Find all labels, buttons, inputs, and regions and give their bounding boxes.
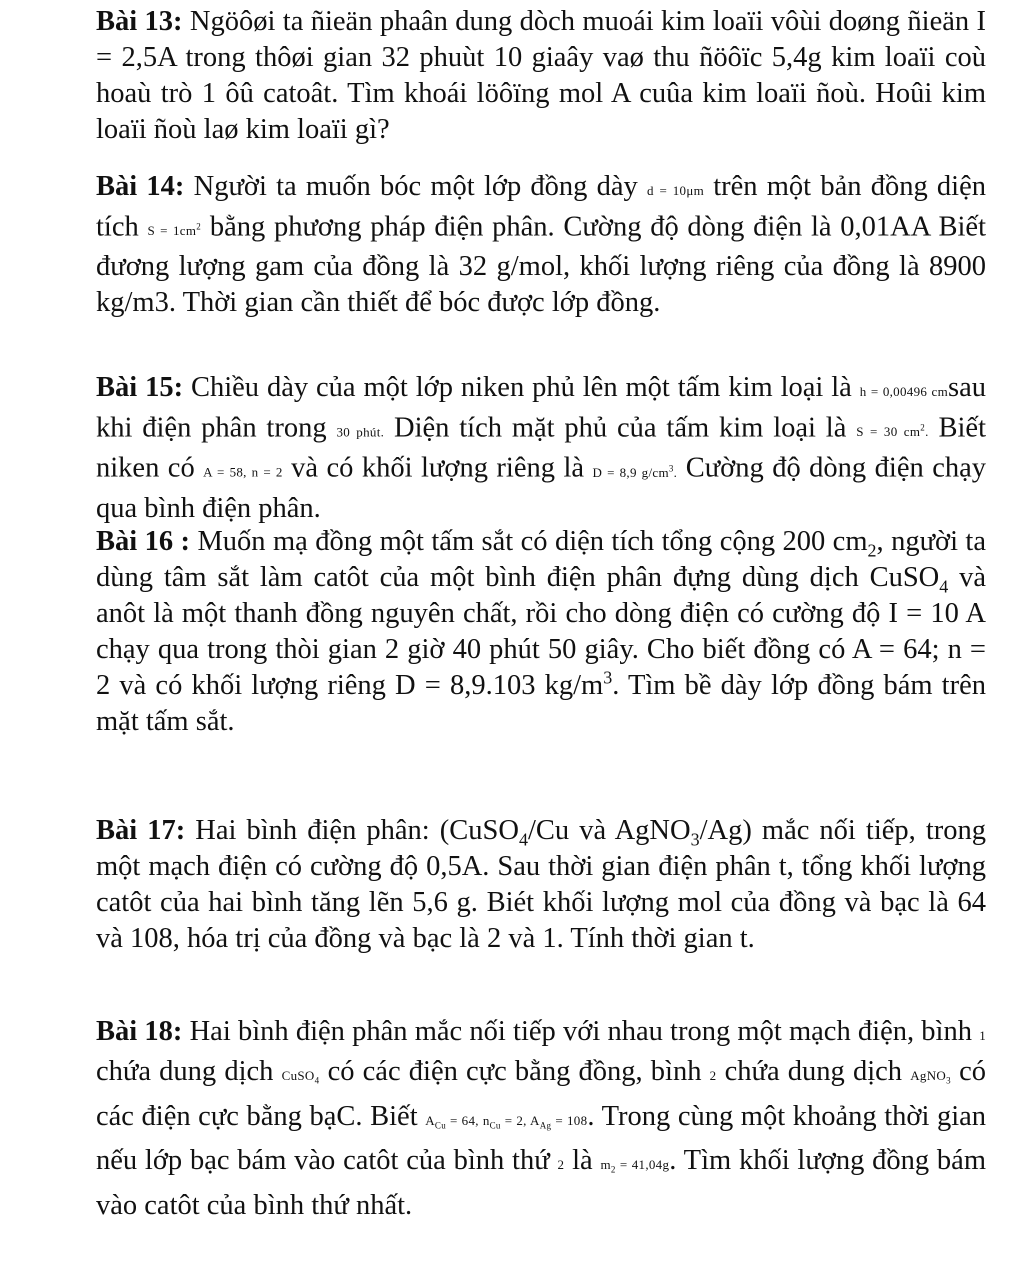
vessel-number-2: 2: [557, 1157, 565, 1173]
problem-18-text-8: . Tìm khối lượng đồng bám vào catôt của bình thứ nhất.: [96, 1145, 986, 1221]
problem-17-label: Bài 17:: [96, 815, 186, 846]
problem-15-text-4: Biết niken có: [96, 412, 986, 484]
problem-15-text-6: Cường độ dòng điện chạy qua bình điện phân.: [96, 452, 986, 524]
problem-16-text-1: Muốn mạ đồng một tấm sắt có diện tích tổng cộng 200 cm: [190, 526, 868, 557]
superscript: 3: [603, 667, 613, 688]
problem-14-text-1: Người ta muốn bóc một lớp đồng dày: [184, 171, 647, 202]
problem-17-text-1: Hai bình điện phân: (CuSO: [185, 815, 519, 846]
formula-density: D = 8,9 $g/cm^3$.: [592, 463, 678, 480]
subscript: 3: [690, 829, 700, 850]
problem-17-text-2: /Cu và AgNO: [527, 815, 691, 846]
problem-16-text-4: . Tìm bề dày lớp đồng bám trên mặt tấm sắt.: [96, 670, 986, 737]
problem-18-text-2: chứa dung dịch: [96, 1056, 282, 1087]
problem-13: [96, 4, 986, 148]
formula-constants: $A_{Cu} = 64$, $n_{Cu} = 2$, $A_{Ag} = 108$: [425, 1112, 588, 1131]
problem-18-text-6: . Trong cùng một khoảng thời gian nếu lớp bạc bám vào catôt của bình thứ: [96, 1100, 987, 1177]
problem-13-label: Bài 13:: [96, 6, 183, 37]
problem-16-text-2: , người ta dùng tâm sắt làm catôt của một bình điện phân đựng dùng dịch CuSO: [96, 526, 986, 593]
subscript: 2: [867, 540, 877, 561]
formula-height: h = 0,00496 cm: [859, 384, 948, 399]
vessel-number-1: 1: [979, 1028, 987, 1043]
problem-18-text-3: có các điện cực bằng đồng, bình: [319, 1056, 710, 1087]
problem-18-text-1: Hai bình điện phân mắc nối tiếp với nhau trong một mạch điện, bình: [182, 1016, 980, 1047]
problem-18-text-4: chứa dung dịch: [716, 1056, 911, 1087]
problem-17: [96, 813, 986, 957]
formula-atomic: A = 58, n = 2: [203, 464, 283, 480]
problem-14: [96, 169, 986, 321]
formula-time: 30 phút.: [336, 424, 385, 440]
formula-thickness: d = 10μm: [647, 183, 705, 198]
problem-15-label: Bài 15:: [96, 372, 184, 403]
problem-13-text: Ngöôøi ta ñieän phaân dung dòch muoái kim loaïi vôùi doøng ñieän I = 2,5A trong thôøi gian 32 phuùt 10 giaây vaø thu ñöôïc 5,4g kim loaïi coù hoaù trò 1 ôû catoât. Tìm khoái löôïng mol A cuûa kim loaïi ñoù. Hoûi kim loaïi ñoù laø kim loaïi gì?: [96, 6, 986, 145]
problem-16-text-3: và anôt là một thanh đồng nguyên chất, rồi cho dòng điện có cường độ I = 10 A chạy qua trong thòi gian 2 giờ 40 phút 50 giây. Cho biết đồng có A = 64; n = 2 và có khối lượng riêng D = 8,9.103 kg/m: [96, 562, 986, 701]
vessel-number-2: 2: [709, 1068, 717, 1083]
problem-14-text-2: trên một bản đồng diện tích: [96, 171, 986, 243]
problem-18-label: Bài 18:: [96, 1016, 183, 1047]
problem-15-text-3: Diện tích mặt phủ của tấm kim loại là: [384, 412, 857, 444]
subscript: 4: [939, 576, 949, 597]
formula-area: S = 30 $cm^2$.: [856, 423, 929, 440]
formula-agno3: AgNO$_3$: [910, 1068, 951, 1086]
problem-14-text-3: bằng phương pháp điện phân. Cường độ dòng điện là 0,01AA Biết đương lượng gam của đồng là 32 g/mol, khối lượng riêng của đồng là 8900 kg/m3. Thời gian cần thiết để bóc được lớp đồng.: [96, 211, 986, 319]
problem-18-text-7: là: [564, 1145, 601, 1177]
formula-mass: $m_2 = 41,04g$: [600, 1157, 670, 1175]
problem-17-text-3: /Ag) mắc nối tiếp, trong một mạch điện có cường độ 0,5A. Sau thời gian điện phân t, tổng khối lượng catôt của hai bình tăng lẽn 5,6 g. Biét khối lượng mol của đồng và bạc là 64 và 108, hóa trị của đồng và bạc là 2 và 1. Tính thời gian t.: [96, 815, 987, 954]
problem-18-text-5: có các điện cực bằng bạC. Biết: [96, 1056, 986, 1132]
problem-16: [96, 524, 986, 740]
problem-15: [96, 370, 986, 527]
problem-16-label: Bài 16 :: [96, 526, 191, 557]
problem-14-label: Bài 14:: [96, 171, 185, 202]
formula-cuso4: CuSO$_4$: [281, 1068, 320, 1086]
problem-15-text-2: sau khi điện phân trong: [96, 372, 986, 444]
problem-15-text-5: và có khối lượng riêng là: [282, 452, 593, 484]
problem-15-text-1: Chiều dày của một lớp niken phủ lên một tấm kim loại là: [183, 372, 860, 403]
problem-18: [96, 1014, 986, 1224]
formula-area: $S = 1cm^2$: [147, 222, 202, 239]
subscript: 4: [518, 829, 528, 850]
